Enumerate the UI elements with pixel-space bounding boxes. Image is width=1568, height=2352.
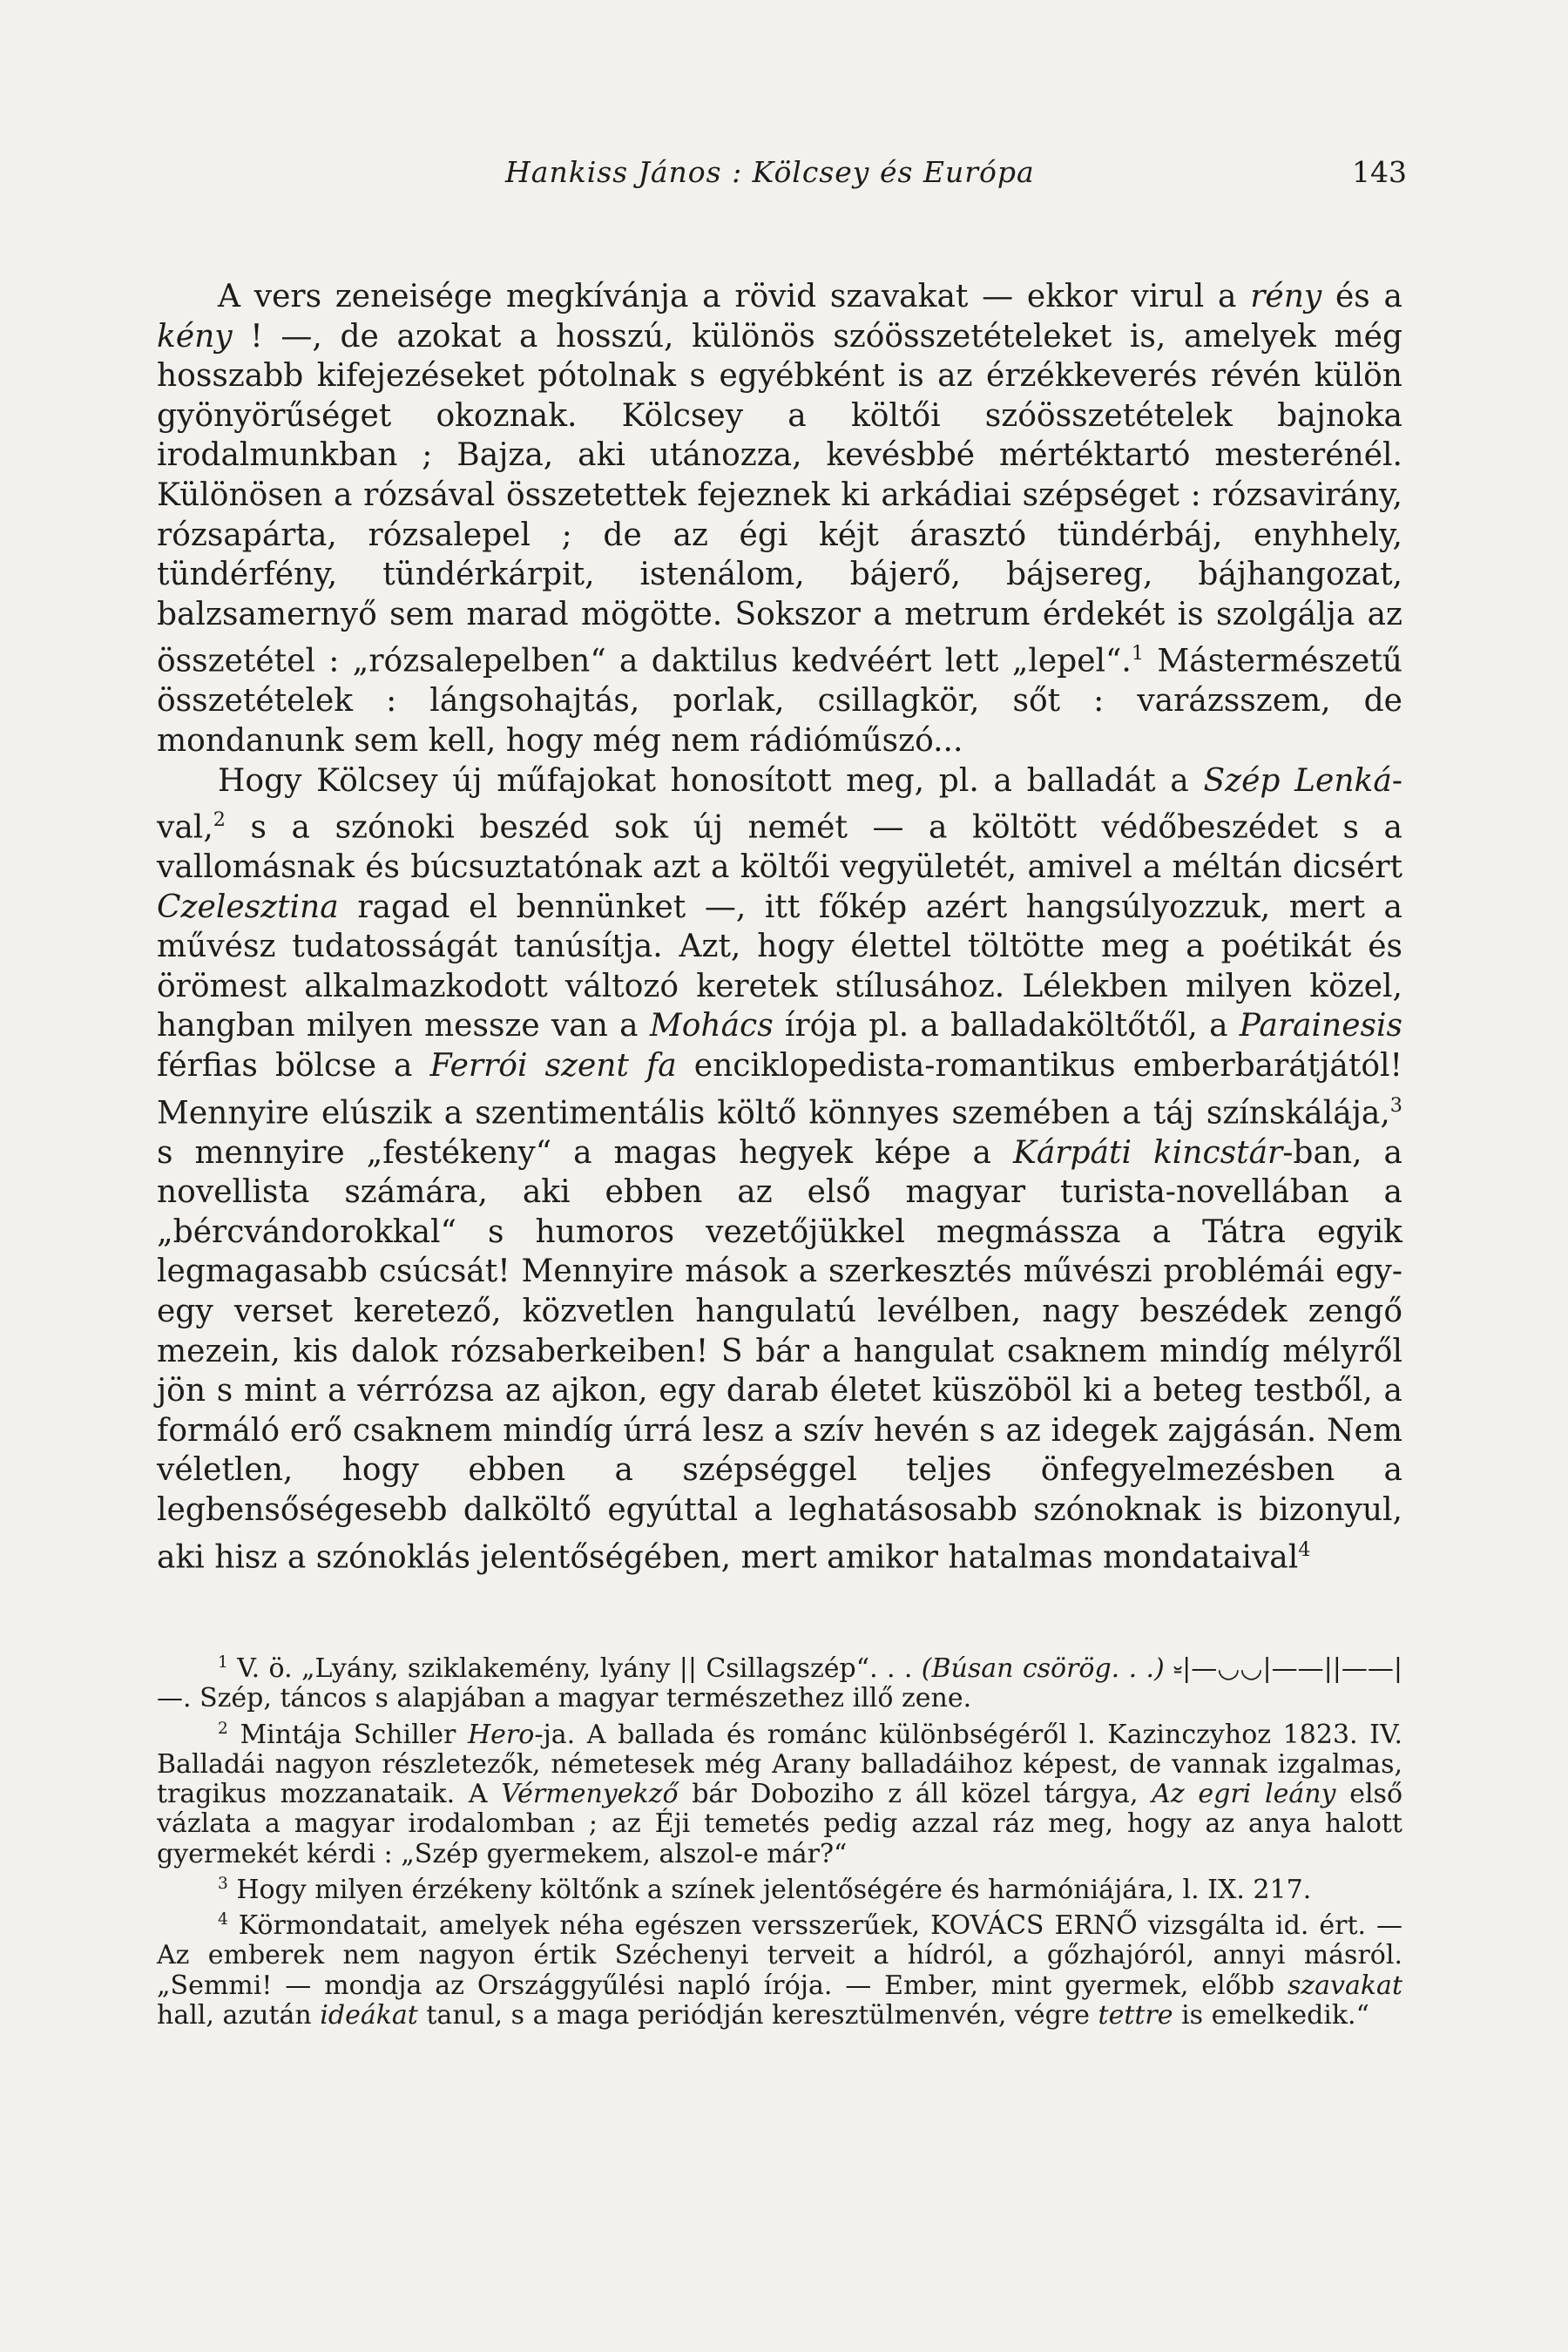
text-run: Mintája Schiller bbox=[227, 1719, 468, 1750]
footnote-ref: 1 bbox=[1131, 642, 1145, 666]
text-run: -ban, a novellista számára, aki ebben az első magyar turista-novellában a „bércvándorokkal“ s humoros vezetőjükkel megmássza a Tátra egyik legmagasabb csúcsát! Mennyire mások a szerkesztés művészi problémái egy-egy verset keretező, közvetlen hangulatú levélben, nagy beszédek zengő mezein, kis dalok rózsaberkeiben! S bár a hangulat csaknem mindíg mélyről jön s mint a vérrózsa az ajkon, egy darab életet küszöböl ki a beteg testből, a formáló erő csaknem mindíg úrrá lesz a szív hevén s az idegek zajgásán. Nem véletlen, hogy ebben a szépséggel teljes önfegyelmezésben a legbensőségesebb dalköltő egyúttal a leghatásosabb szónoknak is bizonyul, aki hisz a szónoklás jelentőségében, mert amikor hatalmas mondataival bbox=[157, 1134, 1402, 1575]
text-run: Körmondatait, amelyek néha egészen versszerűek, KOVÁCS ERNŐ vizsgálta id. ért. — Az emberek nem nagyon értik Széchenyi terveit a hídról, a gőzhajóról, annyi másról. „Semmi! — mondja az Országgyűlési napló írója. — Ember, mint gyermek, előbb bbox=[157, 1910, 1402, 2001]
text-run: Hogy Kölcsey új műfajokat honosított meg, pl. a balladát a bbox=[218, 762, 1204, 799]
footnote bbox=[157, 1869, 1402, 1905]
footnote-ref: 2 bbox=[213, 808, 226, 832]
paragraph bbox=[157, 761, 1402, 1578]
text-run: s mennyire „festékeny“ a magas hegyek képe a bbox=[157, 1134, 1013, 1171]
text-run: A vers zeneisége megkívánja a rövid szavakat — ekkor virul a bbox=[218, 279, 1251, 314]
italic-title: Vérmenyekző bbox=[501, 1779, 679, 1810]
text-run: ! —, de azokat a hosszú, különös szóösszetételeket is, amelyek még hosszabb kifejezéseket pótolnak s egyébként is az érzékkeverés révén külön gyönyörűséget okoznak. Kölcsey a költői szóösszetételek bajnoka irodalmunkban ; Bajza, aki utánozza, kevésbbé mértéktartó mesterénél. Különösen a rózsával összetettek fejeznek ki arkádiai szépséget : rózsavirány, rózsapárta, rózsalepel ; de az égi kéjt árasztó tündérbáj, enyhhely, tündérfény, tündérkárpit, istenálom, bájerő, bájsereg, bájhangozat, balzsamernyő sem marad mögötte. Sokszor a metrum érdekét is szolgálja az összetétel : „rózsalepelben“ a daktilus kedvéért lett „lepel“. bbox=[157, 318, 1402, 679]
text-run: ⏓|—◡◡|——||——|—. Szép, táncos s alapjában a magyar természethez illő zene. bbox=[157, 1653, 1402, 1714]
italic-title: Hero bbox=[468, 1719, 535, 1750]
text-run: ragad el bennünket —, itt főkép azért hangsúlyozzuk, mert a művész tudatosságát tanúsítja. Azt, hogy élettel töltötte meg a poétikát és örömest alkalmazkodott változó keretek stílusához. Lélekben milyen közel, hangban milyen messze van a bbox=[157, 889, 1402, 1044]
text-run: tanul, s a maga periódján keresztülmenvén, végre bbox=[417, 1999, 1098, 2031]
running-head: Hankiss János : Kölcsey és Európa bbox=[505, 155, 1035, 189]
text-run: és a bbox=[1321, 279, 1402, 314]
italic-word: rény bbox=[1250, 279, 1322, 314]
footnote bbox=[157, 1905, 1402, 2031]
text-run: -val, bbox=[157, 762, 1402, 846]
italic-word: szavakat bbox=[1287, 1970, 1402, 2001]
text-run: első vázlata a magyar irodalomban ; az Éji temetés pedig azzal ráz meg, hogy az anya halott gyermekét kérdi : „Szép gyermekem, alszol-e már?“ bbox=[157, 1779, 1403, 1869]
italic-title: Mohács bbox=[649, 1008, 774, 1044]
text-run: bár Doboziho z áll közel tárgya, bbox=[678, 1779, 1152, 1810]
italic-word: ideákat bbox=[320, 1999, 418, 2031]
footnote-number: 3 bbox=[218, 1874, 228, 1893]
italic-word: tettre bbox=[1098, 1999, 1173, 2031]
footnote bbox=[157, 1714, 1402, 1869]
footnote-ref: 4 bbox=[1298, 1538, 1311, 1561]
italic-title: Ferrói szent fa bbox=[429, 1048, 677, 1085]
italic-title: Kárpáti kincstár bbox=[1012, 1134, 1283, 1171]
text-run: is emelkedik.“ bbox=[1173, 1999, 1369, 2031]
paragraph bbox=[157, 277, 1402, 761]
text-run: Hogy milyen érzékeny költőnk a színek jelentőségére és harmóniájára, l. IX. 217. bbox=[227, 1874, 1312, 1905]
footnotes bbox=[157, 1648, 1402, 2031]
text-run: s a szónoki beszéd sok új nemét — a költött védőbeszédet s a vallomásnak és búcsuztatónak azt a költői vegyületét, amivel a méltán dicsért bbox=[157, 809, 1402, 886]
footnote-number: 1 bbox=[218, 1653, 228, 1672]
footnote bbox=[157, 1648, 1402, 1714]
italic-title: Az egri leány bbox=[1152, 1779, 1336, 1810]
footnote-number: 2 bbox=[218, 1719, 228, 1738]
text-run: írója pl. a balladaköltőtől, a bbox=[773, 1008, 1240, 1044]
footnote-ref: 3 bbox=[1389, 1093, 1402, 1117]
text-run: férfias bölcse a bbox=[157, 1048, 430, 1085]
footnote-number: 4 bbox=[218, 1910, 228, 1930]
italic-title: (Búsan csörög. . .) bbox=[921, 1653, 1165, 1685]
text-run: -ja. A ballada és románc különbségéről l. Kazinczyhoz 1823. IV. Balladái nagyon részletezők, németesek még Arany balladáihoz képest, de vannak izgalmas, tragikus mozzanataik. A bbox=[157, 1719, 1402, 1810]
text-run: enciklopedista-romantikus emberbarátjától! Mennyire elúszik a szentimentális költő könnyes szemében a táj színskálája, bbox=[157, 1048, 1403, 1132]
italic-title: Czelesztina bbox=[157, 889, 339, 925]
italic-title: Parainesis bbox=[1239, 1008, 1402, 1044]
italic-title: Szép Lenká bbox=[1203, 762, 1392, 799]
text-run: hall, azután bbox=[157, 1999, 321, 2031]
italic-word: kény bbox=[157, 318, 233, 355]
text-run: Mástermészetű összetételek : lángsohajtás, porlak, csillagkör, sőt : varázsszem, de mondanunk sem kell, hogy még nem rádióműszó... bbox=[157, 643, 1402, 759]
page-number: 143 bbox=[1352, 155, 1407, 189]
main-text bbox=[157, 277, 1402, 1578]
text-run: V. ö. „Lyány, sziklakemény, lyány || Csillagszép“. . . bbox=[227, 1653, 922, 1685]
